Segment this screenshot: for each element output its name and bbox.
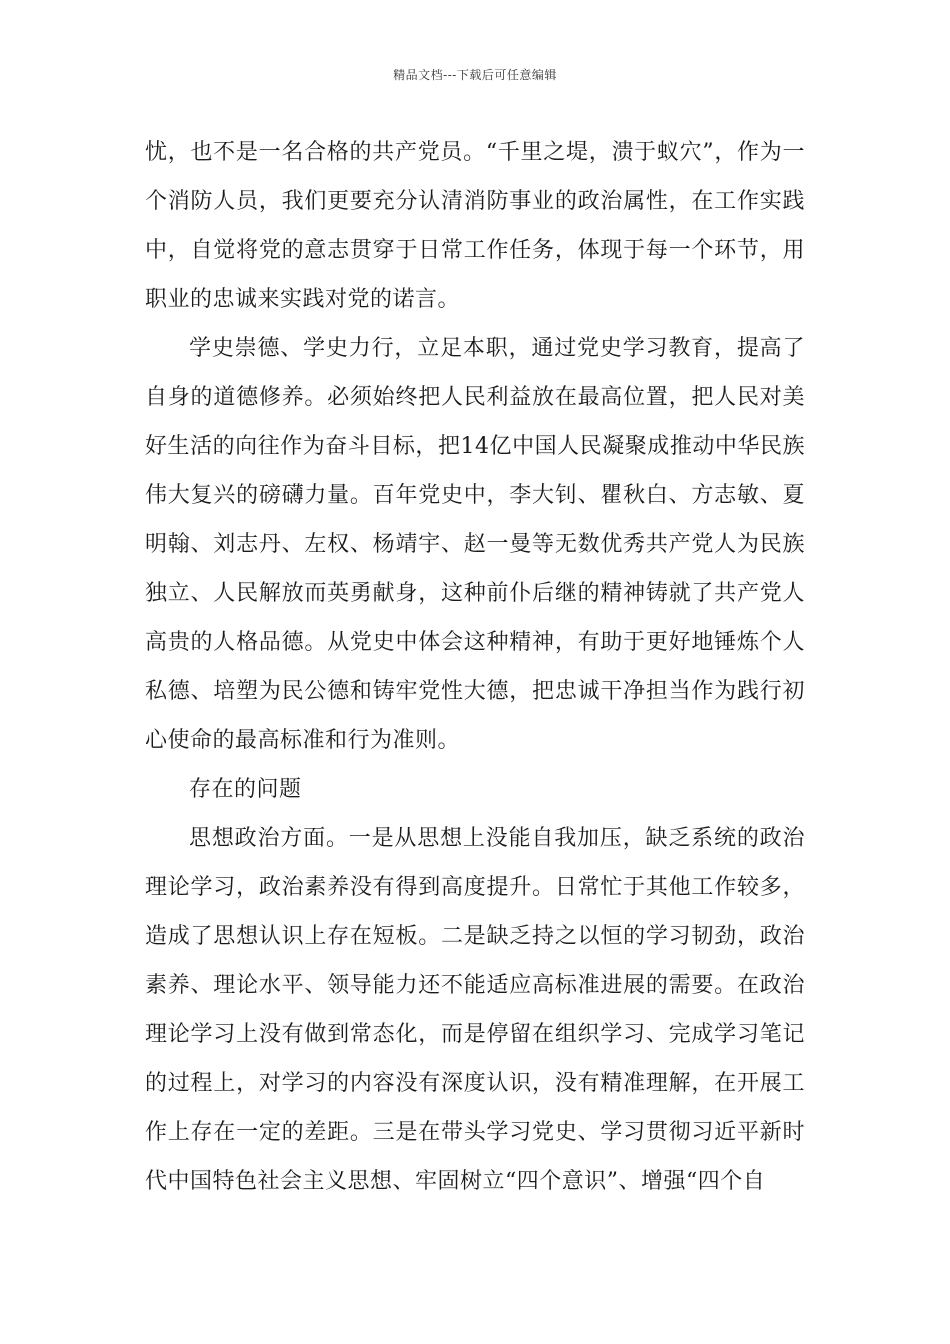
- section-heading-existing-problems: 存在的问题: [189, 777, 302, 802]
- paragraph-continuation: 忧，也不是一名合格的共产党员。“千里之堤，溃于蚁穴”，作为一个消防人员，我们更要充分认清消防事业的政治属性，在工作实践中，自觉将党的意志贯穿于日常工作任务，体现于每一个环节，用职业的忠诚来实践对党的诺言。: [145, 140, 805, 312]
- paragraph-ideological-political: 思想政治方面。一是从思想上没能自我加压，缺乏系统的政治理论学习，政治素养没有得到高度提升。日常忙于其他工作较多，造成了思想认识上存在短板。二是缺乏持之以恒的学习韧劲，政治素养、理论水平、领导能力还不能适应高标准进展的需要。在政治理论学习上没有做到常态化，而是停留在组织学习、完成学习笔记的过程上，对学习的内容没有深度认识，没有精准理解，在开展工作上存在一定的差距。三是在带头学习党史、学习贯彻习近平新时代中国特色社会主义思想、牢固树立“四个意识”、增强“四个自: [145, 826, 805, 1194]
- page-header: 精品文档---下载后可任意编辑: [393, 68, 557, 82]
- document-body: [145, 128, 805, 1206]
- paragraph-moral-cultivation: 学史崇德、学史力行，立足本职，通过党史学习教育，提高了自身的道德修养。必须始终把人民利益放在最高位置，把人民对美好生活的向往作为奋斗目标，把14亿中国人民凝聚成推动中华民族伟大复兴的磅礴力量。百年党史中，李大钊、瞿秋白、方志敏、夏明翰、刘志丹、左权、杨靖宇、赵一曼等无数优秀共产党人为民族独立、人民解放而英勇献身，这种前仆后继的精神铸就了共产党人高贵的人格品德。从党史中体会这种精神，有助于更好地锤炼个人私德、培塑为民公德和铸牢党性大德，把忠诚干净担当作为践行初心使命的最高标准和行为准则。: [145, 336, 805, 753]
